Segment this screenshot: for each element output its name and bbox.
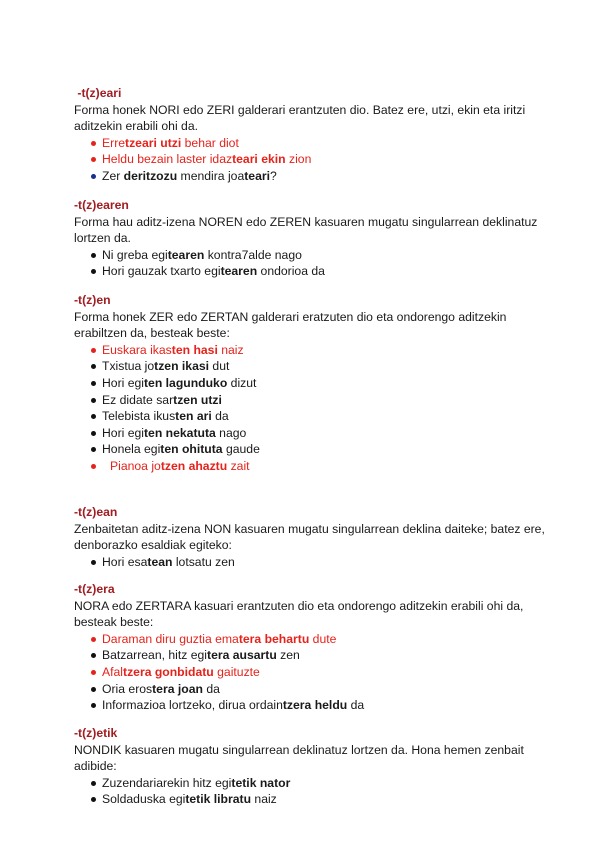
emphasized-fragment: ten ari: [175, 409, 212, 424]
list-item: [90, 263, 554, 280]
emphasized-fragment: tetik nator: [231, 775, 291, 790]
section-paragraph: Forma honek ZER edo ZERTAN galderari eratzuten dio eta ondorengo aditzekin erabiltzen da, besteak beste:: [74, 309, 507, 341]
list-item: [90, 151, 554, 168]
list-item: [90, 168, 554, 185]
bullet-icon: [91, 398, 96, 403]
text-fragment: mendira joa: [177, 168, 245, 183]
list-item-text: [102, 632, 336, 646]
bullet-icon: [91, 141, 96, 146]
example-list: [74, 554, 554, 571]
text-fragment: da: [211, 409, 229, 424]
text-fragment: gaituzte: [213, 664, 260, 679]
text-fragment: Ez didate sar: [102, 392, 174, 407]
section-tera: [74, 581, 554, 714]
bullet-icon: [91, 157, 96, 162]
list-item: [90, 631, 554, 648]
text-fragment: lotsatu zen: [172, 554, 235, 569]
bullet-icon: [91, 687, 96, 692]
section-paragraph: NONDIK kasuaren mugatu singularrean deklinatuz lortzen da. Hona hemen zenbait adibide:: [74, 742, 524, 774]
list-item-text: [102, 248, 302, 262]
section-heading: -t(z)ean: [74, 505, 118, 519]
emphasized-fragment: tearen: [167, 247, 205, 262]
bullet-icon: [91, 637, 96, 642]
list-item: [90, 647, 554, 664]
text-fragment: da: [202, 681, 220, 696]
text-fragment: gaude: [222, 442, 260, 457]
list-item-text: [102, 459, 250, 473]
text-fragment: ?: [270, 168, 277, 183]
list-item-text: [102, 393, 222, 407]
section-teari: [74, 85, 554, 185]
list-item: [90, 664, 554, 681]
text-fragment: da: [347, 698, 365, 713]
text-fragment: Heldu bezain laster idaz: [102, 152, 233, 167]
section-tetik: [74, 725, 554, 808]
example-list: [74, 247, 554, 280]
text-fragment: Afal: [102, 664, 124, 679]
example-list: [74, 135, 554, 185]
text-fragment: zion: [285, 152, 312, 167]
bullet-icon: [91, 174, 96, 179]
bullet-icon: [91, 431, 96, 436]
text-fragment: naiz: [217, 342, 244, 357]
emphasized-fragment: tzen utzi: [173, 392, 222, 407]
text-fragment: Daraman diru guztia ema: [102, 631, 239, 646]
example-list: [74, 631, 554, 714]
example-list: [74, 342, 554, 475]
bullet-icon: [91, 464, 96, 469]
bullet-icon: [91, 364, 96, 369]
text-fragment: Oria eros: [102, 681, 153, 696]
list-item-text: [102, 136, 239, 150]
emphasized-fragment: ten hasi: [171, 342, 218, 357]
text-fragment: zen: [276, 648, 300, 663]
list-item-text: [102, 152, 311, 166]
list-item-text: [102, 648, 300, 662]
text-fragment: Pianoa jo: [110, 458, 161, 473]
bullet-icon: [91, 414, 96, 419]
text-fragment: behar diot: [181, 135, 239, 150]
text-fragment: dizut: [227, 375, 257, 390]
list-item-text: [102, 169, 277, 183]
emphasized-fragment: tera behartu: [238, 631, 310, 646]
list-item-text: [102, 555, 235, 569]
list-item: [90, 425, 554, 442]
list-item-text: [102, 442, 260, 456]
emphasized-fragment: ten lagunduko: [144, 375, 228, 390]
list-item: [90, 458, 554, 475]
text-fragment: dute: [309, 631, 337, 646]
list-item-text: [102, 698, 364, 712]
list-item-text: [102, 682, 220, 696]
list-item: [90, 375, 554, 392]
emphasized-fragment: tera ausartu: [207, 648, 277, 663]
section-heading: -t(z)en: [74, 293, 111, 307]
text-fragment: Zuzendariarekin hitz egi: [102, 775, 232, 790]
bullet-icon: [91, 348, 96, 353]
section-paragraph: NORA edo ZERTARA kasuari erantzuten dio eta ondorengo aditzekin erabili ohi da, besteak beste:: [74, 598, 524, 630]
list-item-text: [102, 264, 325, 278]
text-fragment: Telebista ikus: [102, 409, 176, 424]
list-item: [90, 697, 554, 714]
section-paragraph: Forma hau aditz-izena NOREN edo ZEREN kasuaren mugatu singularrean deklinatuz lortzen da.: [74, 214, 538, 246]
list-item-text: [102, 665, 260, 679]
text-fragment: naiz: [251, 792, 277, 807]
bullet-icon: [91, 269, 96, 274]
emphasized-fragment: tzeari utzi: [125, 135, 182, 150]
emphasized-fragment: ten nekatuta: [144, 425, 216, 440]
section-heading: -t(z)earen: [74, 198, 129, 212]
text-fragment: Hori egi: [102, 375, 144, 390]
bullet-icon: [91, 381, 96, 386]
list-item: [90, 441, 554, 458]
list-item-text: [102, 426, 246, 440]
list-item: [90, 358, 554, 375]
text-fragment: Informazioa lortzeko, dirua ordain: [102, 698, 283, 713]
text-fragment: Ni greba egi: [102, 247, 168, 262]
section-paragraph: Zenbaitetan aditz-izena NON kasuaren mugatu singularrean deklina daiteke; batez ere, denborazko esaldiak egiteko:: [74, 521, 545, 553]
section-heading: -t(z)eari: [74, 86, 122, 100]
emphasized-fragment: tera joan: [152, 681, 203, 696]
text-fragment: Soldaduska egi: [102, 792, 186, 807]
text-fragment: Erre: [102, 135, 126, 150]
example-list: [74, 775, 554, 808]
list-item-text: [102, 343, 244, 357]
section-heading: -t(z)etik: [74, 726, 118, 740]
text-fragment: kontra7alde nago: [204, 247, 302, 262]
emphasized-fragment: ten ohituta: [160, 442, 223, 457]
text-fragment: zait: [227, 458, 250, 473]
text-fragment: dut: [209, 359, 230, 374]
bullet-icon: [91, 781, 96, 786]
text-fragment: Txistua jo: [102, 359, 155, 374]
section-paragraph: Forma honek NORI edo ZERI galderari erantzuten dio. Batez ere, utzi, ekin eta iritzi aditzekin erabili ohi da.: [74, 102, 526, 134]
list-item: [90, 247, 554, 264]
list-item: [90, 392, 554, 409]
emphasized-fragment: deritzozu: [123, 168, 178, 183]
emphasized-fragment: teari: [244, 168, 270, 183]
emphasized-fragment: tzen ikasi: [154, 359, 210, 374]
text-fragment: nago: [215, 425, 247, 440]
list-item-text: [102, 376, 256, 390]
list-item-text: [102, 359, 229, 373]
list-item-text: [102, 792, 277, 806]
emphasized-fragment: teari ekin: [232, 152, 286, 167]
text-fragment: Euskara ikas: [102, 342, 172, 357]
list-item-text: [102, 409, 229, 423]
text-fragment: ondorioa da: [257, 264, 325, 279]
list-item: [90, 554, 554, 571]
emphasized-fragment: tzen ahaztu: [160, 458, 228, 473]
text-fragment: Hori gauzak txarto egi: [102, 264, 221, 279]
section-tean: [74, 504, 554, 570]
emphasized-fragment: tean: [147, 554, 173, 569]
list-item: [90, 135, 554, 152]
emphasized-fragment: tzera heldu: [282, 698, 348, 713]
emphasized-fragment: tearen: [220, 264, 258, 279]
list-item-text: [102, 776, 290, 790]
list-item: [90, 791, 554, 808]
emphasized-fragment: tzera gonbidatu: [123, 664, 214, 679]
text-fragment: Hori esa: [102, 554, 148, 569]
list-item: [90, 681, 554, 698]
bullet-icon: [91, 703, 96, 708]
bullet-icon: [91, 447, 96, 452]
list-item: [90, 342, 554, 359]
text-fragment: Batzarrean, hitz egi: [102, 648, 208, 663]
text-fragment: Zer: [102, 168, 124, 183]
text-fragment: Hori egi: [102, 425, 144, 440]
section-ten: [74, 292, 554, 475]
bullet-icon: [91, 560, 96, 565]
bullet-icon: [91, 253, 96, 258]
section-heading: -t(z)era: [74, 582, 115, 596]
bullet-icon: [91, 653, 96, 658]
list-item: [90, 775, 554, 792]
emphasized-fragment: tetik libratu: [185, 792, 252, 807]
text-fragment: Honela egi: [102, 442, 161, 457]
bullet-icon: [91, 797, 96, 802]
section-tearen: [74, 197, 554, 280]
bullet-icon: [91, 670, 96, 675]
list-item: [90, 408, 554, 425]
